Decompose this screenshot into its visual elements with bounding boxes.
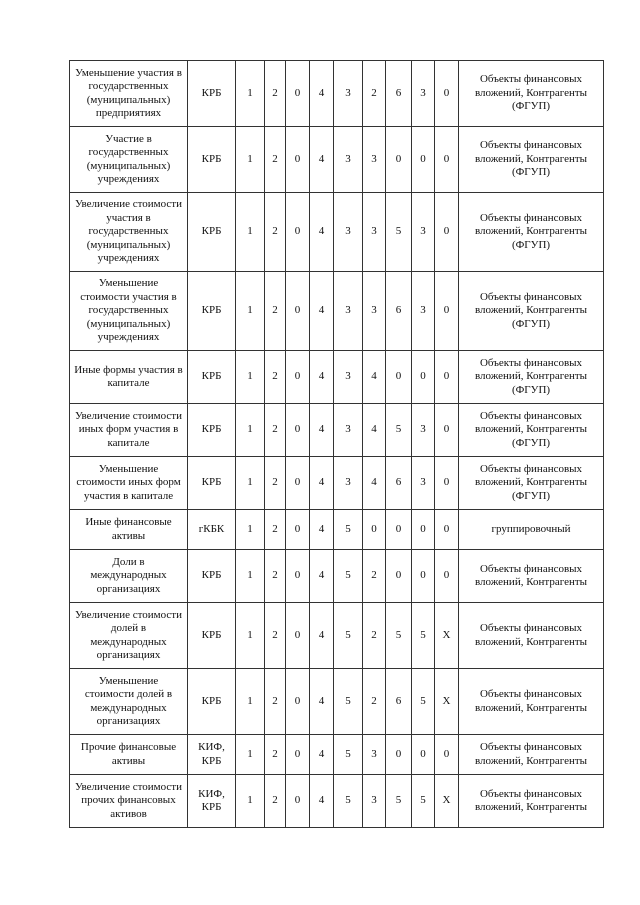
code-cell: КРБ (188, 127, 236, 193)
digit-cell: 0 (412, 510, 435, 550)
digit-cell: 5 (334, 510, 363, 550)
digit-cell: 0 (435, 272, 459, 351)
digit-cell: 5 (412, 669, 435, 735)
table-row (70, 127, 604, 193)
digit-cell: 5 (334, 669, 363, 735)
digit-cell: 4 (310, 457, 334, 510)
digit-cell: 0 (286, 272, 310, 351)
digit-cell: 5 (334, 603, 363, 669)
digit-cell: 0 (435, 351, 459, 404)
table-row (70, 272, 604, 351)
row-name-cell: Участие в государственных (муниципальных) учреждениях (70, 127, 188, 193)
analytics-cell: Объекты финансовых вложений, Контрагенты (459, 669, 604, 735)
digit-cell: 4 (310, 127, 334, 193)
digit-cell: 2 (265, 550, 286, 603)
row-name-cell: Увеличение стоимости прочих финансовых активов (70, 775, 188, 828)
digit-cell: 0 (386, 550, 412, 603)
analytics-cell: Объекты финансовых вложений, Контрагенты (459, 603, 604, 669)
digit-cell: 3 (334, 351, 363, 404)
table-row (70, 351, 604, 404)
digit-cell: 0 (435, 193, 459, 272)
digit-cell: 0 (286, 550, 310, 603)
digit-cell: 4 (310, 272, 334, 351)
code-cell: КРБ (188, 351, 236, 404)
code-cell: КРБ (188, 193, 236, 272)
digit-cell: 1 (236, 550, 265, 603)
digit-cell: 0 (435, 550, 459, 603)
table-row (70, 735, 604, 775)
digit-cell: 3 (412, 457, 435, 510)
digit-cell: 0 (363, 510, 386, 550)
digit-cell: 1 (236, 61, 265, 127)
digit-cell: 4 (363, 457, 386, 510)
digit-cell: 5 (334, 775, 363, 828)
digit-cell: Х (435, 669, 459, 735)
digit-cell: 3 (363, 735, 386, 775)
digit-cell: 3 (412, 61, 435, 127)
digit-cell: 0 (286, 127, 310, 193)
table-row (70, 193, 604, 272)
digit-cell: 2 (363, 669, 386, 735)
digit-cell: 0 (435, 61, 459, 127)
digit-cell: 0 (386, 510, 412, 550)
analytics-cell: Объекты финансовых вложений, Контрагенты (459, 550, 604, 603)
row-name-cell: Уменьшение стоимости иных форм участия в капитале (70, 457, 188, 510)
digit-cell: 4 (310, 550, 334, 603)
digit-cell: 0 (286, 193, 310, 272)
digit-cell: 0 (386, 735, 412, 775)
digit-cell: 2 (265, 404, 286, 457)
analytics-cell: Объекты финансовых вложений, Контрагенты (ФГУП) (459, 404, 604, 457)
code-cell: КРБ (188, 669, 236, 735)
digit-cell: 5 (412, 603, 435, 669)
digit-cell: 4 (310, 510, 334, 550)
table-row (70, 510, 604, 550)
row-name-cell: Увеличение стоимости иных форм участия в капитале (70, 404, 188, 457)
digit-cell: 4 (310, 351, 334, 404)
digit-cell: 0 (286, 351, 310, 404)
digit-cell: 0 (286, 457, 310, 510)
row-name-cell: Уменьшение стоимости участия в государственных (муниципальных) учреждениях (70, 272, 188, 351)
digit-cell: 4 (310, 193, 334, 272)
digit-cell: 1 (236, 127, 265, 193)
table-row (70, 404, 604, 457)
digit-cell: 0 (435, 404, 459, 457)
digit-cell: 0 (386, 127, 412, 193)
digit-cell: 2 (265, 669, 286, 735)
digit-cell: Х (435, 775, 459, 828)
digit-cell: 3 (363, 193, 386, 272)
digit-cell: 3 (412, 272, 435, 351)
digit-cell: 3 (334, 457, 363, 510)
digit-cell: 1 (236, 193, 265, 272)
digit-cell: 3 (412, 193, 435, 272)
code-cell: КРБ (188, 61, 236, 127)
code-cell: КИФ, КРБ (188, 735, 236, 775)
digit-cell: 5 (412, 775, 435, 828)
digit-cell: 2 (363, 61, 386, 127)
digit-cell: 5 (386, 404, 412, 457)
digit-cell: 2 (363, 603, 386, 669)
digit-cell: Х (435, 603, 459, 669)
analytics-cell: Объекты финансовых вложений, Контрагенты (ФГУП) (459, 272, 604, 351)
digit-cell: 4 (310, 61, 334, 127)
table-row (70, 61, 604, 127)
digit-cell: 1 (236, 775, 265, 828)
digit-cell: 2 (363, 550, 386, 603)
digit-cell: 2 (265, 127, 286, 193)
digit-cell: 4 (310, 603, 334, 669)
digit-cell: 2 (265, 351, 286, 404)
row-name-cell: Уменьшение участия в государственных (муниципальных) предприятиях (70, 61, 188, 127)
digit-cell: 5 (386, 603, 412, 669)
digit-cell: 2 (265, 457, 286, 510)
digit-cell: 6 (386, 272, 412, 351)
digit-cell: 0 (286, 510, 310, 550)
digit-cell: 0 (435, 127, 459, 193)
code-cell: КРБ (188, 272, 236, 351)
digit-cell: 4 (310, 775, 334, 828)
digit-cell: 1 (236, 510, 265, 550)
digit-cell: 3 (334, 61, 363, 127)
digit-cell: 2 (265, 735, 286, 775)
analytics-cell: Объекты финансовых вложений, Контрагенты (459, 775, 604, 828)
digit-cell: 1 (236, 603, 265, 669)
digit-cell: 0 (286, 669, 310, 735)
digit-cell: 2 (265, 272, 286, 351)
table-row (70, 550, 604, 603)
digit-cell: 0 (435, 457, 459, 510)
table-row (70, 775, 604, 828)
row-name-cell: Увеличение стоимости участия в государственных (муниципальных) учреждениях (70, 193, 188, 272)
digit-cell: 4 (363, 351, 386, 404)
code-cell: КРБ (188, 550, 236, 603)
digit-cell: 1 (236, 457, 265, 510)
digit-cell: 0 (286, 61, 310, 127)
digit-cell: 3 (334, 193, 363, 272)
digit-cell: 5 (386, 775, 412, 828)
digit-cell: 3 (363, 272, 386, 351)
digit-cell: 6 (386, 61, 412, 127)
row-name-cell: Иные финансовые активы (70, 510, 188, 550)
row-name-cell: Прочие финансовые активы (70, 735, 188, 775)
row-name-cell: Уменьшение стоимости долей в международных организациях (70, 669, 188, 735)
analytics-cell: Объекты финансовых вложений, Контрагенты (ФГУП) (459, 457, 604, 510)
digit-cell: 1 (236, 351, 265, 404)
table-row (70, 603, 604, 669)
account-table (69, 60, 604, 828)
analytics-cell: Объекты финансовых вложений, Контрагенты (ФГУП) (459, 351, 604, 404)
analytics-cell: Объекты финансовых вложений, Контрагенты (459, 735, 604, 775)
table-body (70, 61, 604, 828)
digit-cell: 3 (363, 775, 386, 828)
digit-cell: 2 (265, 510, 286, 550)
analytics-cell: Объекты финансовых вложений, Контрагенты (ФГУП) (459, 61, 604, 127)
analytics-cell: Объекты финансовых вложений, Контрагенты (ФГУП) (459, 193, 604, 272)
digit-cell: 0 (386, 351, 412, 404)
digit-cell: 4 (310, 404, 334, 457)
digit-cell: 3 (412, 404, 435, 457)
code-cell: КРБ (188, 457, 236, 510)
table-row (70, 669, 604, 735)
digit-cell: 4 (310, 669, 334, 735)
code-cell: КРБ (188, 404, 236, 457)
code-cell: КИФ, КРБ (188, 775, 236, 828)
row-name-cell: Доли в международных организациях (70, 550, 188, 603)
digit-cell: 4 (363, 404, 386, 457)
analytics-cell: группировочный (459, 510, 604, 550)
digit-cell: 2 (265, 61, 286, 127)
digit-cell: 1 (236, 669, 265, 735)
digit-cell: 0 (435, 510, 459, 550)
digit-cell: 3 (334, 404, 363, 457)
digit-cell: 0 (286, 775, 310, 828)
digit-cell: 5 (386, 193, 412, 272)
digit-cell: 5 (334, 550, 363, 603)
digit-cell: 0 (286, 735, 310, 775)
row-name-cell: Увеличение стоимости долей в международных организациях (70, 603, 188, 669)
digit-cell: 3 (334, 272, 363, 351)
digit-cell: 0 (435, 735, 459, 775)
digit-cell: 0 (412, 127, 435, 193)
digit-cell: 1 (236, 735, 265, 775)
analytics-cell: Объекты финансовых вложений, Контрагенты (ФГУП) (459, 127, 604, 193)
digit-cell: 3 (334, 127, 363, 193)
digit-cell: 0 (286, 603, 310, 669)
digit-cell: 0 (412, 550, 435, 603)
digit-cell: 0 (412, 351, 435, 404)
digit-cell: 1 (236, 272, 265, 351)
digit-cell: 1 (236, 404, 265, 457)
digit-cell: 3 (363, 127, 386, 193)
digit-cell: 2 (265, 193, 286, 272)
row-name-cell: Иные формы участия в капитале (70, 351, 188, 404)
code-cell: гКБК (188, 510, 236, 550)
table-row (70, 457, 604, 510)
digit-cell: 0 (412, 735, 435, 775)
digit-cell: 2 (265, 603, 286, 669)
digit-cell: 6 (386, 457, 412, 510)
digit-cell: 2 (265, 775, 286, 828)
digit-cell: 0 (286, 404, 310, 457)
digit-cell: 5 (334, 735, 363, 775)
digit-cell: 4 (310, 735, 334, 775)
digit-cell: 6 (386, 669, 412, 735)
code-cell: КРБ (188, 603, 236, 669)
